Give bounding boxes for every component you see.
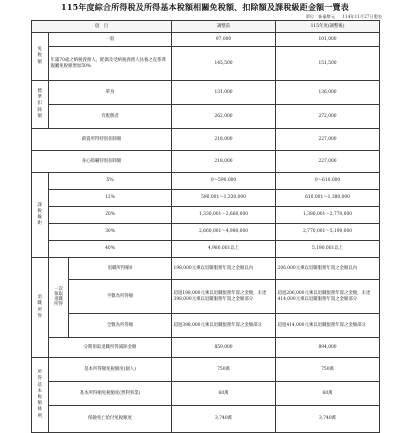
row-label: 身心障礙特別扣除額 bbox=[32, 151, 172, 173]
value-before: 131,000 bbox=[172, 81, 276, 105]
row-label: 年滿70歲之納稅義務人、配偶及受納稅義務人扶養之直系尊親屬免稅額增加50% bbox=[49, 47, 172, 81]
table-row bbox=[32, 33, 380, 47]
bracket-rate: 40% bbox=[49, 241, 172, 258]
table-row bbox=[32, 81, 380, 105]
table-row bbox=[32, 314, 380, 338]
value-before: 3,740萬 bbox=[172, 406, 276, 433]
value-before: 60萬 bbox=[172, 382, 276, 406]
value-before: 4,980,001以上 bbox=[172, 241, 276, 258]
value-after: 610,001～1,380,000 bbox=[276, 190, 380, 207]
bracket-rate: 20% bbox=[49, 207, 172, 224]
value-before: 750萬 bbox=[172, 358, 276, 382]
table-row bbox=[32, 173, 380, 190]
value-after: 206,000元乘以退職服務年資之金額以內 bbox=[276, 258, 380, 280]
table-row bbox=[32, 105, 380, 129]
table-row bbox=[32, 151, 380, 173]
header-before: 調整前 bbox=[172, 21, 276, 33]
value-before: 97,000 bbox=[172, 33, 276, 47]
row-label: 一般 bbox=[49, 33, 172, 47]
value-before: 145,500 bbox=[172, 47, 276, 81]
row-label: 基本所得額免稅額度(個人) bbox=[49, 358, 172, 382]
value-after: 894,000 bbox=[276, 338, 380, 358]
row-label: 單身 bbox=[49, 81, 172, 105]
value-after: 5,190,001以上 bbox=[276, 241, 380, 258]
row-label: 全數為所得額 bbox=[69, 314, 172, 338]
value-after: 3,740萬 bbox=[276, 406, 380, 433]
group-standard: 標準扣除額 bbox=[32, 81, 49, 129]
header-after: 115年度(調整後) bbox=[276, 21, 380, 33]
value-after: 750萬 bbox=[276, 358, 380, 382]
value-before: 超過398,000元乘以退職服務年資之金額部分 bbox=[172, 314, 276, 338]
value-after: 136,000 bbox=[276, 81, 380, 105]
table-row bbox=[32, 207, 380, 224]
value-before: 218,000 bbox=[172, 151, 276, 173]
value-after: 2,770,001～5,190,000 bbox=[276, 224, 380, 241]
value-after: 227,000 bbox=[276, 151, 380, 173]
value-after: 101,000 bbox=[276, 33, 380, 47]
bracket-rate: 5% bbox=[49, 173, 172, 190]
table-row bbox=[32, 129, 380, 151]
row-label: 薪資所得特別扣除額 bbox=[32, 129, 172, 151]
tax-table bbox=[31, 20, 380, 433]
row-label: 分期領取退職所得減除金額 bbox=[49, 338, 172, 358]
header-item: 項 目 bbox=[32, 21, 172, 33]
page-title: 115年度綜合所得稅及所得基本稅額相關免稅額、扣除額及課稅級距金額一覽表 bbox=[61, 2, 349, 12]
value-after: 60萬 bbox=[276, 382, 380, 406]
value-after: 超過414,000元乘以退職服務年資之金額部分 bbox=[276, 314, 380, 338]
value-after: 0～610,000 bbox=[276, 173, 380, 190]
value-before: 超過198,000元乘以退職服務年資之金額，未達398,000元乘以退職服務年資之金額部分 bbox=[172, 280, 276, 314]
row-label: 半數為所得額 bbox=[69, 280, 172, 314]
group-retirement: 退職所得 bbox=[32, 258, 49, 358]
unit-label: 單位：新臺幣元 bbox=[305, 14, 336, 19]
value-after: 227,000 bbox=[276, 129, 380, 151]
table-row bbox=[32, 338, 380, 358]
value-after: 151,500 bbox=[276, 47, 380, 81]
table-row bbox=[32, 280, 380, 314]
value-before: 0～590,000 bbox=[172, 173, 276, 190]
value-before: 218,000 bbox=[172, 129, 276, 151]
bracket-rate: 30% bbox=[49, 224, 172, 241]
row-label: 退職所得額0 bbox=[69, 258, 172, 280]
table-row bbox=[32, 190, 380, 207]
group-brackets: 課稅級距 bbox=[32, 173, 49, 258]
header-row bbox=[32, 21, 380, 33]
value-before: 859,000 bbox=[172, 338, 276, 358]
value-after: 超過206,000元乘以退職服務年資之金額，未達414,000元乘以退職服務年資之金額部分 bbox=[276, 280, 380, 314]
bracket-rate: 12% bbox=[49, 190, 172, 207]
value-after: 272,000 bbox=[276, 105, 380, 129]
table-row bbox=[32, 47, 380, 81]
value-after: 1,380,001～2,770,000 bbox=[276, 207, 380, 224]
value-before: 2,660,001～4,980,000 bbox=[172, 224, 276, 241]
group-exemption: 免稅額 bbox=[32, 33, 49, 81]
table-row bbox=[32, 241, 380, 258]
table-row bbox=[32, 358, 380, 382]
row-label: 保險死亡給付免稅額度 bbox=[49, 406, 172, 433]
value-before: 1,330,001～2,660,000 bbox=[172, 207, 276, 224]
group-basic-tax: 所得基本稅額條例 bbox=[32, 358, 49, 433]
date-label: 114年11月27日製表 bbox=[342, 14, 382, 19]
table-row bbox=[32, 258, 380, 280]
lump-sum-label: 一次領取退職所得 bbox=[49, 258, 69, 338]
value-before: 262,000 bbox=[172, 105, 276, 129]
value-before: 198,000元乘以退職服務年資之金額以內 bbox=[172, 258, 276, 280]
row-label: 基本所得額免稅額度(營利事業) bbox=[49, 382, 172, 406]
table-row bbox=[32, 224, 380, 241]
table-row bbox=[32, 382, 380, 406]
row-label: 有配偶者 bbox=[49, 105, 172, 129]
value-before: 590,001～1,330,000 bbox=[172, 190, 276, 207]
